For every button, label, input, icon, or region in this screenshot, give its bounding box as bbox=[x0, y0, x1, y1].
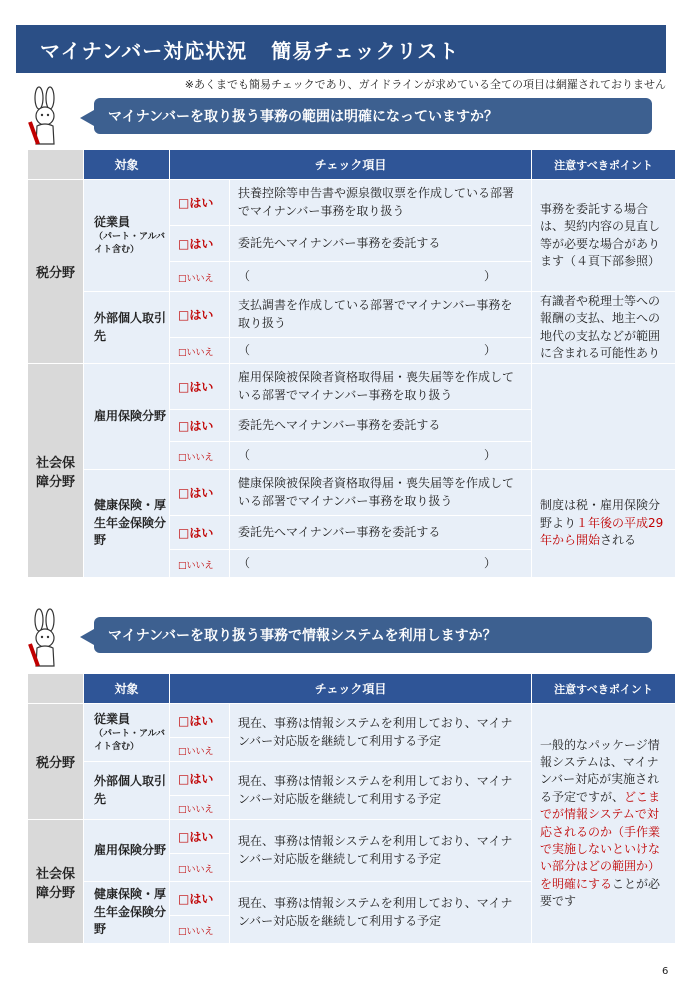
page-number: 6 bbox=[662, 966, 669, 977]
yes-checkbox[interactable]: □はい bbox=[178, 892, 214, 906]
point-health: 制度は税・雇用保険分野より１年後の平成29年から開始される bbox=[532, 470, 676, 578]
check-item: 委託先へマイナンバー事務を委託する bbox=[230, 516, 532, 550]
header-target: 対象 bbox=[84, 150, 170, 180]
no-checkbox[interactable]: □いいえ bbox=[178, 864, 214, 875]
yes-checkbox[interactable]: □はい bbox=[178, 196, 214, 210]
target-external: 外部個人取引先 bbox=[84, 762, 170, 820]
employee-label: 従業員 bbox=[94, 214, 131, 229]
no-checkbox[interactable]: □いいえ bbox=[178, 452, 214, 463]
check-item: 現在、事務は情報システムを利用しており、マイナンバー対応版を継続して利用する予定 bbox=[230, 704, 532, 762]
header-point: 注意すべきポイント bbox=[532, 150, 676, 180]
check-item: 委託先へマイナンバー事務を委託する bbox=[230, 226, 532, 262]
page-title bbox=[16, 25, 666, 73]
no-checkbox[interactable]: □いいえ bbox=[178, 273, 214, 284]
no-checkbox[interactable]: □いいえ bbox=[178, 746, 214, 757]
blank-header bbox=[28, 674, 84, 704]
title-part2: 簡易チェックリスト bbox=[271, 39, 460, 63]
point-employment-empty bbox=[532, 364, 676, 470]
header-check-items: チェック項目 bbox=[170, 150, 532, 180]
target-employee: 従業員 （パート・アルバイト含む） bbox=[84, 704, 170, 762]
check-item: 支払調書を作成している部署でマイナンバー事務を取り扱う bbox=[230, 292, 532, 338]
target-external: 外部個人取引先 bbox=[84, 292, 170, 364]
point-system: 一般的なパッケージ情報システムは、マイナンバー対応が実施される予定ですが、どこまでが情報システムで対応されるのか（手作業で実施しないといけない部分はどの範囲か）を明確にすることが必要です bbox=[532, 704, 676, 944]
target-health: 健康保険・厚生年金保険分野 bbox=[84, 470, 170, 578]
yes-checkbox[interactable]: □はい bbox=[178, 830, 214, 844]
blank-parens[interactable]: （ ） bbox=[238, 342, 496, 357]
yes-checkbox[interactable]: □はい bbox=[178, 237, 214, 251]
yes-checkbox[interactable]: □はい bbox=[178, 526, 214, 540]
employee-sub: （パート・アルバイト含む） bbox=[94, 232, 166, 256]
yes-checkbox[interactable]: □はい bbox=[178, 380, 214, 394]
no-checkbox[interactable]: □いいえ bbox=[178, 560, 214, 571]
no-checkbox[interactable]: □いいえ bbox=[178, 926, 214, 937]
check-item: 委託先へマイナンバー事務を委託する bbox=[230, 410, 532, 442]
check-item: 健康保険被保険者資格取得届・喪失届等を作成している部署でマイナンバー事務を取り扱う bbox=[230, 470, 532, 516]
target-employment: 雇用保険分野 bbox=[84, 820, 170, 882]
header-target: 対象 bbox=[84, 674, 170, 704]
question-bubble-2: マイナンバーを取り扱う事務で情報システムを利用しますか？ bbox=[94, 617, 652, 653]
rabbit-mascot-icon bbox=[22, 608, 68, 670]
blank-parens[interactable]: （ ） bbox=[238, 555, 496, 570]
title-part1: マイナンバー対応状況 bbox=[40, 39, 248, 63]
tax-area-label: 税分野 bbox=[28, 704, 84, 820]
header-point: 注意すべきポイント bbox=[532, 674, 676, 704]
yes-checkbox[interactable]: □はい bbox=[178, 486, 214, 500]
check-item: 扶養控除等申告書や源泉徴収票を作成している部署でマイナンバー事務を取り扱う bbox=[230, 180, 532, 226]
no-checkbox[interactable]: □いいえ bbox=[178, 347, 214, 358]
check-item: 雇用保険被保険者資格取得届・喪失届等を作成している部署でマイナンバー事務を取り扱う bbox=[230, 364, 532, 410]
checklist-table-2 bbox=[27, 673, 676, 944]
rabbit-mascot-icon bbox=[22, 86, 68, 148]
tax-area-label: 税分野 bbox=[28, 180, 84, 364]
check-item: 現在、事務は情報システムを利用しており、マイナンバー対応版を継続して利用する予定 bbox=[230, 762, 532, 820]
yes-checkbox[interactable]: □はい bbox=[178, 772, 214, 786]
target-employee bbox=[84, 180, 170, 292]
blank-parens[interactable]: （ ） bbox=[238, 268, 496, 283]
social-area-label: 社会保障分野 bbox=[28, 820, 84, 944]
header-check-items: チェック項目 bbox=[170, 674, 532, 704]
no-checkbox[interactable]: □いいえ bbox=[178, 804, 214, 815]
yes-checkbox[interactable]: □はい bbox=[178, 714, 214, 728]
target-health: 健康保険・厚生年金保険分野 bbox=[84, 882, 170, 944]
target-employment: 雇用保険分野 bbox=[84, 364, 170, 470]
point-external: 有識者や税理士等への報酬の支払、地主への地代の支払などが範囲に含まれる可能性あり bbox=[532, 292, 676, 364]
disclaimer-note: ※あくまでも簡易チェックであり、ガイドラインが求めている全ての項目は網羅されておりません bbox=[184, 78, 666, 91]
blank-parens[interactable]: （ ） bbox=[238, 447, 496, 462]
question-bubble-1: マイナンバーを取り扱う事務の範囲は明確になっていますか？ bbox=[94, 98, 652, 134]
checklist-table-1 bbox=[27, 149, 676, 578]
blank-header bbox=[28, 150, 84, 180]
yes-checkbox[interactable]: □はい bbox=[178, 308, 214, 322]
yes-checkbox[interactable]: □はい bbox=[178, 419, 214, 433]
point-employee: 事務を委託する場合は、契約内容の見直し等が必要な場合があります（４頁下部参照） bbox=[532, 180, 676, 292]
social-area-label: 社会保障分野 bbox=[28, 364, 84, 578]
check-item: 現在、事務は情報システムを利用しており、マイナンバー対応版を継続して利用する予定 bbox=[230, 820, 532, 882]
check-item: 現在、事務は情報システムを利用しており、マイナンバー対応版を継続して利用する予定 bbox=[230, 882, 532, 944]
